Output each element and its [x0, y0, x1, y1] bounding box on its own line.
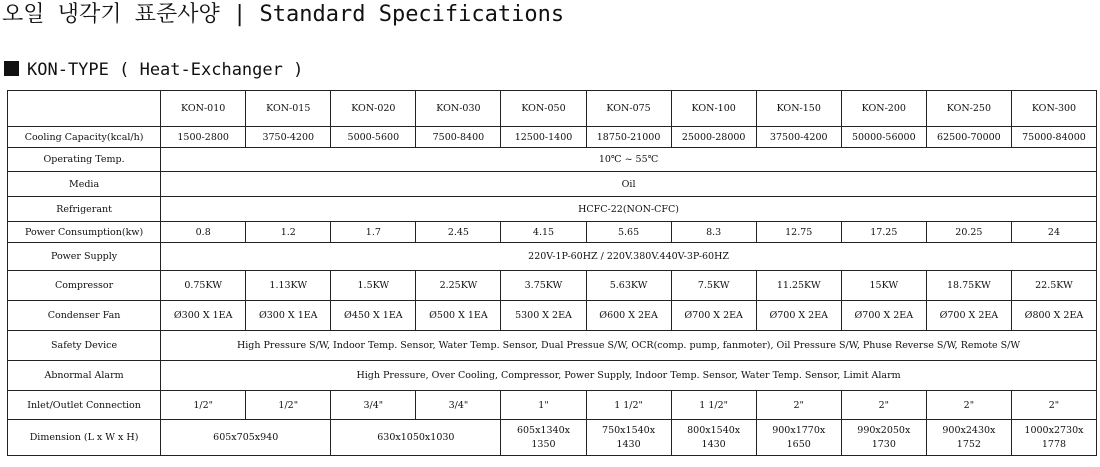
- page-title: 오일 냉각기 표준사양 | Standard Specifications: [2, 2, 565, 27]
- table-row: [8, 148, 1097, 172]
- table-cell: Ø700 X 2EA: [756, 301, 841, 331]
- section-title: KON-TYPE ( Heat-Exchanger ): [27, 60, 304, 80]
- dimension-line: 1730: [871, 438, 896, 450]
- row-label: Abnormal Alarm: [8, 361, 161, 391]
- table-cell: 7500-8400: [416, 127, 501, 148]
- table-cell: 20.25: [926, 222, 1011, 243]
- dimension-line: 605x1340x: [516, 424, 570, 436]
- table-cell: [671, 420, 756, 456]
- table-cell: 18.75KW: [926, 271, 1011, 301]
- table-cell: 15KW: [841, 271, 926, 301]
- table-cell: 5000-5600: [331, 127, 416, 148]
- dimension-line: 1000x2730x: [1024, 424, 1084, 436]
- table-cell: 2.45: [416, 222, 501, 243]
- table-cell: High Pressure S/W, Indoor Temp. Sensor, Water Temp. Sensor, Dual Pressue S/W, OCR(comp. pump, fanmoter), Oil Pressure S/W, Phuse Reverse S/W, Remote S/W: [161, 331, 1097, 361]
- table-cell: 7.5KW: [671, 271, 756, 301]
- table-cell: 8.3: [671, 222, 756, 243]
- table-cell: Ø500 X 1EA: [416, 301, 501, 331]
- row-label: Media: [8, 172, 161, 197]
- table-cell: 1/2": [246, 391, 331, 420]
- table-cell: 5.63KW: [586, 271, 671, 301]
- row-label: Operating Temp.: [8, 148, 161, 172]
- table-cell: 5.65: [586, 222, 671, 243]
- table-cell: 25000-28000: [671, 127, 756, 148]
- table-cell: 2": [926, 391, 1011, 420]
- table-cell: Ø700 X 2EA: [926, 301, 1011, 331]
- table-cell: 0.75KW: [161, 271, 246, 301]
- table-cell: Ø700 X 2EA: [841, 301, 926, 331]
- table-cell: 1.5KW: [331, 271, 416, 301]
- dimension-line: 750x1540x: [602, 424, 656, 436]
- table-cell: 50000-56000: [841, 127, 926, 148]
- table-cell: 62500-70000: [926, 127, 1011, 148]
- row-label: Inlet/Outlet Connection: [8, 391, 161, 420]
- row-label: Power Consumption(kw): [8, 222, 161, 243]
- table-row: [8, 127, 1097, 148]
- dimension-line: 1430: [616, 438, 641, 450]
- table-cell: [586, 420, 671, 456]
- table-cell: 22.5KW: [1011, 271, 1096, 301]
- table-header-row: [8, 91, 1097, 127]
- table-cell: 220V-1P-60HZ / 220V.380V.440V-3P-60HZ: [161, 243, 1097, 271]
- table-cell: 5300 X 2EA: [501, 301, 586, 331]
- table-cell: Ø800 X 2EA: [1011, 301, 1096, 331]
- table-cell: Oil: [161, 172, 1097, 197]
- table-cell: 1.13KW: [246, 271, 331, 301]
- table-row: [8, 197, 1097, 222]
- table-row: [8, 301, 1097, 331]
- table-cell: 1.2: [246, 222, 331, 243]
- table-row: [8, 243, 1097, 271]
- row-label: Condenser Fan: [8, 301, 161, 331]
- table-cell: 4.15: [501, 222, 586, 243]
- model-header: KON-300: [1011, 91, 1096, 127]
- table-cell: 1500-2800: [161, 127, 246, 148]
- dimension-line: 1778: [1041, 438, 1067, 450]
- dimension-line: 1350: [531, 438, 556, 450]
- dimension-line: 900x2430x: [942, 424, 996, 436]
- table-cell: 12.75: [756, 222, 841, 243]
- table-cell: 3.75KW: [501, 271, 586, 301]
- model-header: KON-050: [501, 91, 586, 127]
- model-header: KON-015: [246, 91, 331, 127]
- table-cell: Ø300 X 1EA: [161, 301, 246, 331]
- model-header: KON-075: [586, 91, 671, 127]
- table-cell: 3750-4200: [246, 127, 331, 148]
- table-row: [8, 172, 1097, 197]
- dimension-line: 1430: [701, 438, 726, 450]
- table-cell: 0.8: [161, 222, 246, 243]
- table-cell: [501, 420, 586, 456]
- model-header: KON-010: [161, 91, 246, 127]
- table-cell: Ø300 X 1EA: [246, 301, 331, 331]
- table-cell: [841, 420, 926, 456]
- table-row: [8, 420, 1097, 456]
- row-label: Refrigerant: [8, 197, 161, 222]
- model-header: KON-250: [926, 91, 1011, 127]
- table-cell: High Pressure, Over Cooling, Compressor, Power Supply, Indoor Temp. Sensor, Water Temp. Sensor, Limit Alarm: [161, 361, 1097, 391]
- table-row: [8, 222, 1097, 243]
- table-cell: 11.25KW: [756, 271, 841, 301]
- table-cell: Ø700 X 2EA: [671, 301, 756, 331]
- row-label: Compressor: [8, 271, 161, 301]
- dimension-line: 900x1770x: [772, 424, 826, 436]
- section-heading: [4, 58, 303, 82]
- dimension-line: 1650: [786, 438, 811, 450]
- table-cell: Ø600 X 2EA: [586, 301, 671, 331]
- row-label: Power Supply: [8, 243, 161, 271]
- table-cell: 2": [841, 391, 926, 420]
- table-cell: 1 1/2": [586, 391, 671, 420]
- table-cell: 2.25KW: [416, 271, 501, 301]
- table-cell: 605x705x940: [161, 420, 331, 456]
- table-cell: 24: [1011, 222, 1096, 243]
- table-cell: [1011, 420, 1096, 456]
- table-cell: 2": [756, 391, 841, 420]
- table-cell: 12500-1400: [501, 127, 586, 148]
- table-cell: [926, 420, 1011, 456]
- table-row: [8, 331, 1097, 361]
- table-cell: 3/4": [416, 391, 501, 420]
- table-cell: 3/4": [331, 391, 416, 420]
- dimension-line: 1752: [956, 438, 981, 450]
- table-cell: 630x1050x1030: [331, 420, 501, 456]
- table-cell: 75000-84000: [1011, 127, 1096, 148]
- model-header: KON-150: [756, 91, 841, 127]
- table-cell: 1.7: [331, 222, 416, 243]
- row-label: Safety Device: [8, 331, 161, 361]
- table-cell: 2": [1011, 391, 1096, 420]
- table-cell: [756, 420, 841, 456]
- table-cell: HCFC-22(NON-CFC): [161, 197, 1097, 222]
- table-cell: 17.25: [841, 222, 926, 243]
- table-cell: 1 1/2": [671, 391, 756, 420]
- square-bullet-icon: [4, 61, 19, 76]
- header-corner: [8, 91, 161, 127]
- dimension-line: 990x2050x: [857, 424, 911, 436]
- table-cell: 1/2": [161, 391, 246, 420]
- spec-table: [7, 90, 1097, 456]
- table-row: [8, 271, 1097, 301]
- row-label: Cooling Capacity(kcal/h): [8, 127, 161, 148]
- table-row: [8, 361, 1097, 391]
- table-cell: 37500-4200: [756, 127, 841, 148]
- row-label: Dimension (L x W x H): [8, 420, 161, 456]
- model-header: KON-030: [416, 91, 501, 127]
- model-header: KON-100: [671, 91, 756, 127]
- dimension-line: 800x1540x: [687, 424, 741, 436]
- table-cell: 18750-21000: [586, 127, 671, 148]
- table-cell: 1": [501, 391, 586, 420]
- model-header: KON-020: [331, 91, 416, 127]
- model-header: KON-200: [841, 91, 926, 127]
- table-cell: 10℃ ~ 55℃: [161, 148, 1097, 172]
- table-row: [8, 391, 1097, 420]
- table-cell: Ø450 X 1EA: [331, 301, 416, 331]
